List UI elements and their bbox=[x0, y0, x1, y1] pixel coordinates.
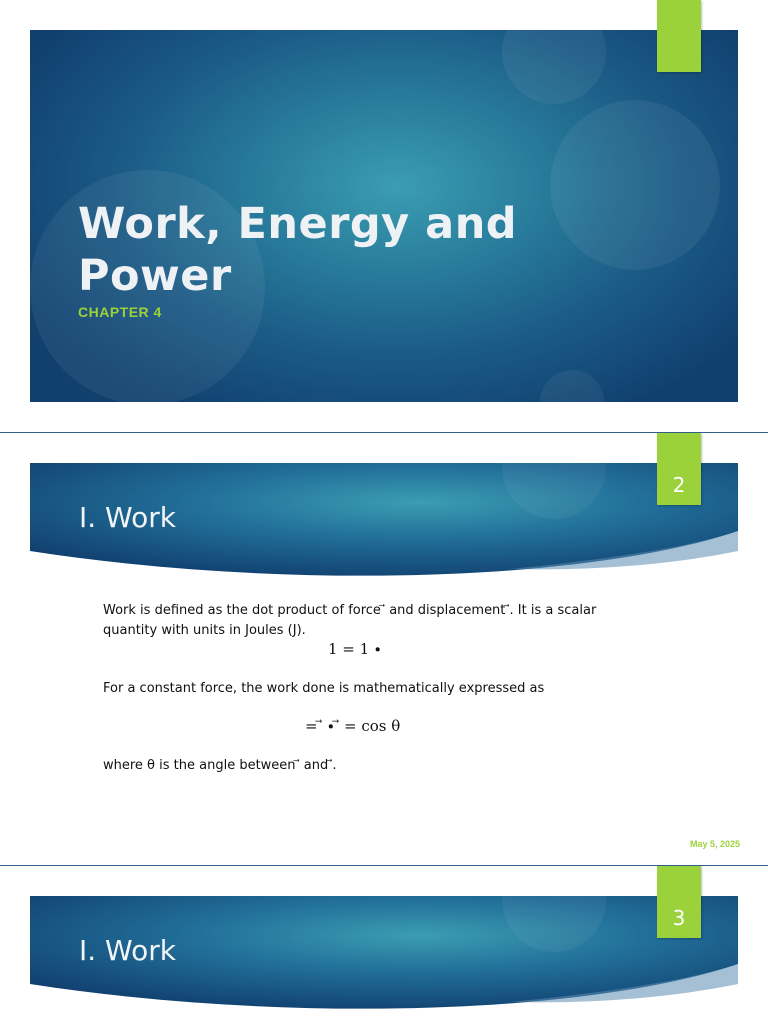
title-band bbox=[30, 463, 738, 579]
slide-title: I. Work bbox=[79, 934, 176, 967]
content-slide bbox=[0, 433, 768, 865]
constant-force-paragraph: For a constant force, the work done is mathematically expressed as bbox=[103, 681, 545, 696]
units-equation: 1 = 1 ∙ bbox=[328, 640, 382, 658]
slide-subtitle: CHAPTER 4 bbox=[78, 304, 162, 320]
title-slide bbox=[0, 0, 768, 432]
slide-title: Work, Energy and Power bbox=[78, 199, 518, 301]
slide-number-tab bbox=[657, 0, 701, 72]
content-slide bbox=[0, 866, 768, 1024]
work-equation: = ⃗ ∙ ⃗ = cos θ bbox=[305, 717, 401, 735]
title-band bbox=[30, 896, 738, 1012]
slide-date: May 5, 2025 bbox=[690, 839, 741, 849]
definition-paragraph: Work is defined as the dot product of force ⃗ and displacement ⃗. It is a scalar quantity with units in Joules (J). bbox=[103, 603, 597, 638]
slide-title: I. Work bbox=[79, 501, 176, 534]
slide-number-tab: 2 bbox=[657, 433, 701, 505]
bokeh-decoration bbox=[502, 30, 606, 104]
angle-note: where θ is the angle between ⃗ and ⃗. bbox=[103, 758, 337, 773]
bokeh-decoration bbox=[540, 370, 604, 402]
title-banner bbox=[30, 30, 738, 402]
slide-number-tab: 3 bbox=[657, 866, 701, 938]
